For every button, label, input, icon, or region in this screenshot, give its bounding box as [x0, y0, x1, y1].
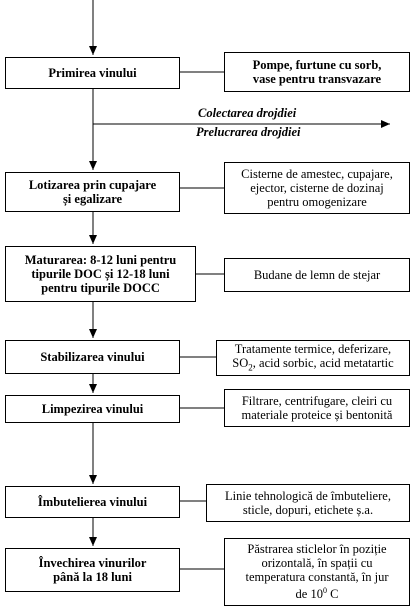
label-colectarea: Colectarea drojdiei — [198, 106, 297, 120]
resource-filtrare: Filtrare, centrifugare, cleiri cu materiale proteice și bentonită — [224, 389, 410, 427]
step-primirea: Primirea vinului — [5, 57, 180, 89]
label-prelucrarea: Prelucrarea drojdiei — [196, 125, 301, 139]
resource-tratamente: Tratamente termice, deferizare, $SO_2$, acid sorbic, acid metatartic — [216, 340, 410, 376]
resource-cisterne: Cisterne de amestec, cupajare, ejector, cisterne de dozinaj pentru omogenizare — [224, 162, 410, 214]
step-limpezirea: Limpezirea vinului — [5, 395, 180, 423]
resource-pompe: Pompe, furtune cu sorb, vase pentru transvazare — [224, 52, 410, 92]
resource-pastrarea: Păstrarea sticlelor în poziție orizontală, în spații cu temperatura constantă, în jur de $10^0$ C — [224, 538, 410, 606]
step-stabilizarea: Stabilizarea vinului — [5, 340, 180, 374]
resource-linie: Linie tehnologică de îmbuteliere, sticle, dopuri, etichete ș.a. — [206, 484, 410, 522]
step-maturarea: Maturarea: 8-12 luni pentru tipurile DOC și 12-18 luni pentru tipurile DOCC — [5, 246, 196, 302]
step-invechirea: Învechirea vinurilor până la 18 luni — [5, 548, 180, 592]
resource-budane: Budane de lemn de stejar — [224, 258, 410, 292]
step-imbutelierea: Îmbutelierea vinului — [5, 486, 180, 518]
step-lotizarea: Lotizarea prin cupajare și egalizare — [5, 172, 180, 212]
